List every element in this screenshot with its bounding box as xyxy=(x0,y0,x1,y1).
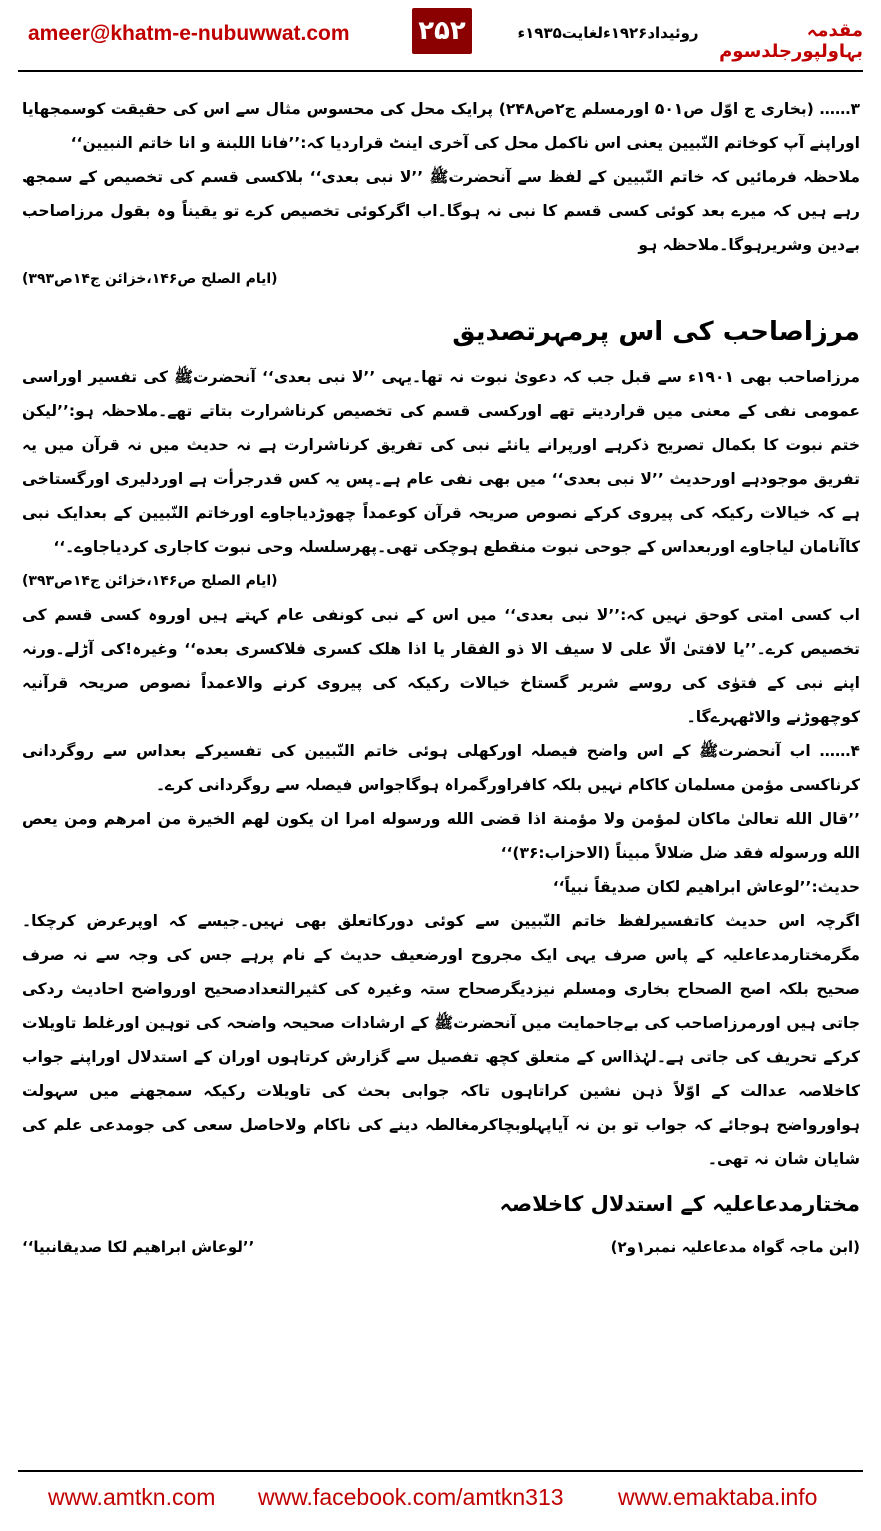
paragraph-2: ملاحظہ فرمائیں کہ خاتم النّبیین کے لفظ سے آنحضرتﷺ ’’لا نبی بعدی‘‘ بلاکسی قسم کی تخصیص کے سمجھ رہے ہیں کہ میرے بعد کوئی کسی قسم کا نبی نہ ہوگا۔اب اگرکوئی تخصیص کرے تو یقیناً وہ بقول مرزاصاحب بےدین وشریرہوگا۔ملاحظہ ہو xyxy=(22,168,860,254)
header-book-title: مقدمہ بہاولپورجلدسوم xyxy=(719,20,863,62)
section-heading-1: مرزاصاحب کی اس پرمہرتصدیق xyxy=(452,317,860,347)
paragraph-3: مرزاصاحب بھی ۱۹۰۱ء سے قبل جب کہ دعویٰ نبوت نہ تھا۔یہی ’’لا نبی بعدی‘‘ آنحضرتﷺ کی تفسیر اوراسی عمومی نفی کے معنی میں قراردیتے تھے اورکسی قسم کی تخصیص کرناشرارت بتاتے تھے۔ملاحظہ ہو:’’لیکن ختم نبوت کا بکمال تصریح ذکرہے اورپرانے یانئے نبی کی تفریق کرناشرارت ہے نہ حدیث میں نہ قرآن میں یہ تفریق موجودہے اورحدیث ’’لا نبی بعدی‘‘ میں بھی نفی عام ہے۔پس یہ کس قدرجرأت ہے اوردلیری اورگستاخی ہے کہ خیالات رکیکہ کی پیروی کرکے نصوص صریحہ قرآن کوعمداً چھوڑدیاجاوے اورخاتم النّبیین کے بعدایک نبی کاآنامان لیاجاوے اوربعداس کے جوحی نبوت منقطع ہوچکی تھی۔پھرسلسلہ وحی نبوت کاجاری کردیاجاوے۔‘‘ xyxy=(22,368,860,556)
footer-link-facebook[interactable]: www.facebook.com/amtkn313 xyxy=(258,1484,564,1510)
closing-row xyxy=(22,1230,860,1264)
paragraph-6: اگرچہ اس حدیث کاتفسیرلفظ خاتم النّبیین سے کوئی دورکاتعلق بھی نہیں۔جیسے کہ اوپرعرض کرچکا۔مگرمختارمدعاعلیہ کے پاس صرف یہی ایک مجروح اورضعیف حدیث کے نام پرہے جس کی وجہ سے نہ صرف صحیح بلکہ اصح الصحاح بخاری ومسلم نیزدیگرصحاح ستہ وغیرہ کی کثیرالتعدادصحیح اورواضح احادیث ردکی جاتی ہیں اورمرزاصاحب کی بےجاحمایت میں آنحضرتﷺ کے ارشادات صحیحہ واضحہ کی توہین اورغلط تاویلات کرکے تحریف کی جاتی ہے۔لہٰذااس کے متعلق کچھ تفصیل سے گزارش کرتاہوں اوران کے استدلال اوراپنے جواب کاخلاصہ عدالت کے اوّلاً ذہن نشین کراتاہوں تاکہ جوابی بحث کی تاویلات رکیکہ سمجھنے میں سہولت ہواورواضح ہوجائے کہ جواب تو بن نہ آیاپہلوبچاکرمغالطہ دینے کی ناکام ولاحاصل سعی کی جومدعی علم کی شایان شان نہ تھی۔ xyxy=(22,912,860,1168)
header-subtitle: روئیداد۱۹۲۶ءلغایت۱۹۳۵ء xyxy=(517,24,699,42)
page-footer xyxy=(0,1478,881,1518)
paragraph-4: اب کسی امتی کوحق نہیں کہ:’’لا نبی بعدی‘‘ میں اس کے نبی کونفی عام کہتے ہیں اوروہ کسی قسم کی تخصیص کرے۔’’یا لافتیٰ الّا علی لا سیف الا ذو الفقار یا اذا هلک کسری فلاکسری بعده‘‘ وغیرہ!کی آڑلے۔ورنہ اپنے نبی کے فتوٰی کی روسے شریر گستاخ خیالات رکیکہ کی پیروی کرنے والاعمداً نصوص صریحہ قرآنیہ کوچھوڑنے والاٹھہرےگا۔ xyxy=(22,606,860,726)
reference-2: (ایام الصلح ص۱۴۶،خزائن ج۱۴ص۳۹۳) xyxy=(22,573,278,589)
closing-reference: (ابن ماجہ گواہ مدعاعلیہ نمبر۱و۲) xyxy=(610,1238,860,1256)
page-body xyxy=(22,92,860,1264)
paragraph-5: ۴…… اب آنحضرتﷺ کے اس واضح فیصلہ اورکھلی ہوئی خاتم النّبیین کی تفسیرکے بعداس سے روگردانی کرناکسی مؤمن مسلمان کاکام نہیں بلکہ کافراورگمراہ ہوگاجواس فیصلہ سے روگردانی کرے۔ xyxy=(22,742,860,794)
footer-link-emaktaba[interactable]: www.emaktaba.info xyxy=(618,1484,818,1510)
footer-divider xyxy=(18,1470,863,1472)
page-header xyxy=(0,0,881,64)
header-divider xyxy=(18,70,863,72)
closing-quote: ’’لوعاش ابراهیم لکا صدیقانبیا‘‘ xyxy=(22,1238,255,1256)
page-number-badge: ۲۵۲ xyxy=(412,8,472,54)
section-heading-2: مختارمدعاعلیہ کے استدلال کاخلاصہ xyxy=(499,1192,860,1216)
header-email[interactable]: ameer@khatm-e-nubuwwat.com xyxy=(28,22,350,45)
quran-quote: ’’قال الله تعالیٰ ماکان لمؤمن ولا مؤمنة اذا قضی الله ورسوله امرا ان یکون لهم الخیرة من امرهم ومن یعص الله ورسوله فقد ضل ضلالاً مبیناً (الاحزاب:۳۶)‘‘ xyxy=(22,810,860,862)
paragraph-1: ۳…… (بخاری ج اوّل ص۵۰۱ اورمسلم ج۲ص۲۴۸) پرایک محل کی محسوس مثال سے اس کی حقیقت کوسمجھایا اوراپنے آپ کوخاتم النّبیین یعنی اس ناکمل محل کی آخری اینٹ قراردیا کہ:’’فانا اللبنة و انا خاتم النبیین‘‘ xyxy=(22,100,860,152)
hadith-quote: حدیث:’’لوعاش ابراهیم لکان صدیقاً نبیاً‘‘ xyxy=(552,878,860,896)
reference-1: (ایام الصلح ص۱۴۶،خزائن ج۱۴ص۳۹۳) xyxy=(22,271,278,287)
footer-link-amtkn[interactable]: www.amtkn.com xyxy=(48,1484,216,1510)
